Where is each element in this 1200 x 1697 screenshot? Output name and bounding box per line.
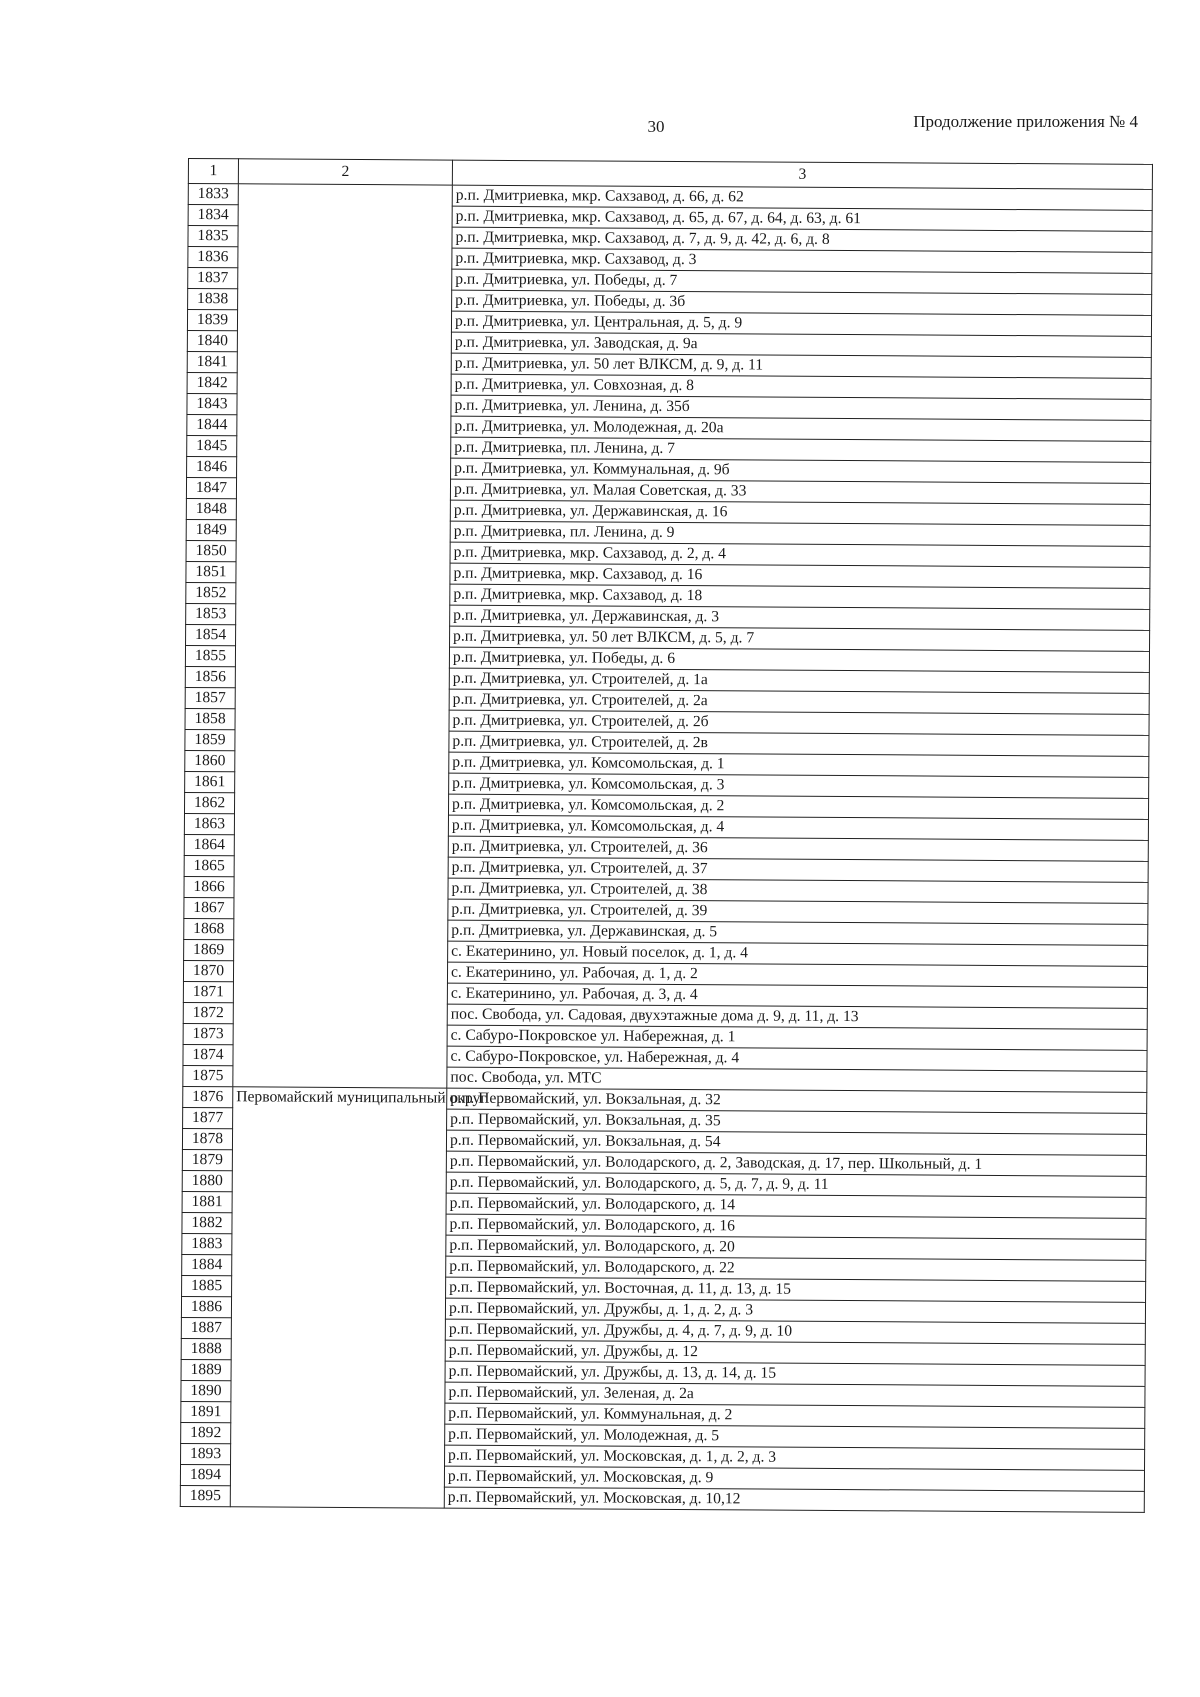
row-number: 1892 bbox=[181, 1422, 231, 1443]
address-cell: р.п. Первомайский, ул. Володарского, д. 14 bbox=[446, 1193, 1146, 1218]
row-number: 1861 bbox=[185, 771, 235, 792]
address-cell: р.п. Дмитриевка, мкр. Сахзавод, д. 66, д. 62 bbox=[452, 185, 1152, 210]
row-number: 1866 bbox=[184, 876, 234, 897]
row-number: 1884 bbox=[182, 1254, 232, 1275]
address-cell: р.п. Первомайский, ул. Дружбы, д. 4, д. 7, д. 9, д. 10 bbox=[445, 1319, 1145, 1344]
row-number: 1895 bbox=[180, 1485, 230, 1506]
row-number: 1891 bbox=[181, 1401, 231, 1422]
row-number: 1879 bbox=[182, 1149, 232, 1170]
row-number: 1874 bbox=[183, 1044, 233, 1065]
row-number: 1883 bbox=[182, 1233, 232, 1254]
row-number: 1846 bbox=[187, 456, 237, 477]
address-cell: р.п. Дмитриевка, ул. Строителей, д. 37 bbox=[448, 857, 1148, 882]
row-number: 1857 bbox=[185, 687, 235, 708]
row-number: 1849 bbox=[186, 519, 236, 540]
address-cell: р.п. Дмитриевка, ул. Малая Советская, д. 33 bbox=[450, 479, 1150, 504]
address-cell: р.п. Первомайский, ул. Молодежная, д. 5 bbox=[445, 1424, 1145, 1449]
address-cell: с. Сабуро-Покровское ул. Набережная, д. 1 bbox=[447, 1025, 1147, 1050]
address-cell: р.п. Первомайский, ул. Зеленая, д. 2а bbox=[445, 1382, 1145, 1407]
appendix-continuation-note: Продолжение приложения № 4 bbox=[913, 112, 1138, 131]
row-number: 1847 bbox=[186, 477, 236, 498]
row-number: 1881 bbox=[182, 1191, 232, 1212]
row-number: 1867 bbox=[184, 897, 234, 918]
row-number: 1871 bbox=[183, 981, 233, 1002]
address-cell: р.п. Дмитриевка, мкр. Сахзавод, д. 65, д. 67, д. 64, д. 63, д. 61 bbox=[452, 206, 1152, 231]
row-number: 1852 bbox=[186, 582, 236, 603]
address-cell: р.п. Дмитриевка, ул. Державинская, д. 3 bbox=[450, 605, 1150, 630]
address-cell: р.п. Дмитриевка, ул. Строителей, д. 2а bbox=[449, 689, 1149, 714]
address-cell: р.п. Первомайский, ул. Дружбы, д. 12 bbox=[445, 1340, 1145, 1365]
row-number: 1869 bbox=[184, 939, 234, 960]
address-cell: р.п. Первомайский, ул. Московская, д. 1, д. 2, д. 3 bbox=[445, 1445, 1145, 1470]
address-cell: р.п. Первомайский, ул. Московская, д. 9 bbox=[444, 1466, 1144, 1491]
address-cell: р.п. Дмитриевка, ул. 50 лет ВЛКСМ, д. 5, д. 7 bbox=[450, 626, 1150, 651]
address-cell: р.п. Дмитриевка, ул. Державинская, д. 16 bbox=[450, 500, 1150, 525]
address-cell: р.п. Первомайский, ул. Московская, д. 10,12 bbox=[444, 1487, 1144, 1512]
address-cell: р.п. Дмитриевка, ул. Победы, д. 7 bbox=[452, 269, 1152, 294]
row-number: 1888 bbox=[181, 1338, 231, 1359]
address-cell: р.п. Дмитриевка, ул. 50 лет ВЛКСМ, д. 9, д. 11 bbox=[451, 353, 1151, 378]
row-number: 1872 bbox=[183, 1002, 233, 1023]
address-cell: р.п. Дмитриевка, ул. Центральная, д. 5, д. 9 bbox=[451, 311, 1151, 336]
address-cell: р.п. Дмитриевка, ул. Победы, д. 3б bbox=[452, 290, 1152, 315]
row-number: 1834 bbox=[188, 205, 238, 226]
row-number: 1851 bbox=[186, 561, 236, 582]
address-cell: р.п. Первомайский, ул. Володарского, д. 20 bbox=[446, 1235, 1146, 1260]
address-cell: р.п. Первомайский, ул. Дружбы, д. 13, д. 14, д. 15 bbox=[445, 1361, 1145, 1386]
row-number: 1876 bbox=[183, 1086, 233, 1107]
row-number: 1862 bbox=[184, 792, 234, 813]
row-number: 1856 bbox=[185, 666, 235, 687]
row-number: 1837 bbox=[188, 268, 238, 289]
row-number: 1877 bbox=[183, 1107, 233, 1128]
row-number: 1835 bbox=[188, 226, 238, 247]
address-cell: р.п. Дмитриевка, ул. Строителей, д. 2в bbox=[449, 731, 1149, 756]
row-number: 1841 bbox=[187, 351, 237, 372]
address-cell: р.п. Первомайский, ул. Володарского, д. 2, Заводская, д. 17, пер. Школьный, д. 1 bbox=[446, 1151, 1146, 1176]
row-number: 1863 bbox=[184, 813, 234, 834]
row-number: 1850 bbox=[186, 540, 236, 561]
address-cell: р.п. Первомайский, ул. Коммунальная, д. 2 bbox=[445, 1403, 1145, 1428]
row-number: 1833 bbox=[188, 184, 238, 205]
address-cell: р.п. Дмитриевка, мкр. Сахзавод, д. 7, д. 9, д. 42, д. 6, д. 8 bbox=[452, 227, 1152, 252]
row-number: 1865 bbox=[184, 855, 234, 876]
address-cell: р.п. Дмитриевка, ул. Строителей, д. 1а bbox=[449, 668, 1149, 693]
row-number: 1887 bbox=[181, 1317, 231, 1338]
address-cell: р.п. Дмитриевка, ул. Комсомольская, д. 4 bbox=[448, 815, 1148, 840]
address-cell: пос. Свобода, ул. Садовая, двухэтажные дома д. 9, д. 11, д. 13 bbox=[447, 1004, 1147, 1029]
address-cell: р.п. Дмитриевка, ул. Строителей, д. 36 bbox=[448, 836, 1148, 861]
table-row bbox=[183, 1086, 1147, 1113]
address-cell: р.п. Дмитриевка, пл. Ленина, д. 7 bbox=[451, 437, 1151, 462]
address-cell: р.п. Дмитриевка, ул. Комсомольская, д. 2 bbox=[448, 794, 1148, 819]
table-body bbox=[180, 184, 1152, 1513]
row-number: 1875 bbox=[183, 1065, 233, 1086]
row-number: 1843 bbox=[187, 393, 237, 414]
row-number: 1873 bbox=[183, 1023, 233, 1044]
row-number: 1859 bbox=[185, 729, 235, 750]
address-cell: р.п. Дмитриевка, ул. Победы, д. 6 bbox=[449, 647, 1149, 672]
address-cell: р.п. Дмитриевка, пл. Ленина, д. 9 bbox=[450, 521, 1150, 546]
address-cell: с. Екатеринино, ул. Рабочая, д. 3, д. 4 bbox=[447, 983, 1147, 1008]
address-cell: р.п. Первомайский, ул. Володарского, д. 16 bbox=[446, 1214, 1146, 1239]
address-cell: с. Сабуро-Покровское, ул. Набережная, д. 4 bbox=[447, 1046, 1147, 1071]
address-cell: р.п. Первомайский, ул. Восточная, д. 11, д. 13, д. 15 bbox=[446, 1277, 1146, 1302]
column-header-district: 2 bbox=[238, 159, 452, 185]
row-number: 1842 bbox=[187, 372, 237, 393]
address-cell: с. Екатеринино, ул. Новый поселок, д. 1, д. 4 bbox=[448, 941, 1148, 966]
row-number: 1882 bbox=[182, 1212, 232, 1233]
row-number: 1838 bbox=[188, 289, 238, 310]
row-number: 1870 bbox=[183, 960, 233, 981]
district-cell bbox=[233, 184, 453, 1088]
table-row bbox=[188, 184, 1152, 211]
address-cell: р.п. Дмитриевка, ул. Совхозная, д. 8 bbox=[451, 374, 1151, 399]
row-number: 1889 bbox=[181, 1359, 231, 1380]
address-cell: пос. Свобода, ул. МТС bbox=[447, 1067, 1147, 1092]
column-header-number: 1 bbox=[188, 159, 238, 184]
address-cell: р.п. Первомайский, ул. Володарского, д. 22 bbox=[446, 1256, 1146, 1281]
address-cell: р.п. Дмитриевка, мкр. Сахзавод, д. 18 bbox=[450, 584, 1150, 609]
address-cell: р.п. Первомайский, ул. Володарского, д. 5, д. 7, д. 9, д. 11 bbox=[446, 1172, 1146, 1197]
row-number: 1840 bbox=[187, 330, 237, 351]
address-cell: р.п. Дмитриевка, ул. Комсомольская, д. 1 bbox=[449, 752, 1149, 777]
address-cell: р.п. Дмитриевка, мкр. Сахзавод, д. 2, д. 4 bbox=[450, 542, 1150, 567]
address-cell: р.п. Дмитриевка, ул. Ленина, д. 35б bbox=[451, 395, 1151, 420]
address-table bbox=[180, 158, 1153, 1513]
row-number: 1853 bbox=[186, 603, 236, 624]
row-number: 1836 bbox=[188, 247, 238, 268]
address-cell: р.п. Первомайский, ул. Вокзальная, д. 32 bbox=[447, 1088, 1147, 1113]
address-cell: р.п. Дмитриевка, мкр. Сахзавод, д. 16 bbox=[450, 563, 1150, 588]
district-cell: Первомайский муниципальный округ bbox=[230, 1087, 447, 1508]
address-cell: р.п. Дмитриевка, ул. Державинская, д. 5 bbox=[448, 920, 1148, 945]
row-number: 1858 bbox=[185, 708, 235, 729]
page-number: 30 bbox=[647, 117, 665, 136]
row-number: 1878 bbox=[182, 1128, 232, 1149]
row-number: 1885 bbox=[182, 1275, 232, 1296]
address-cell: р.п. Дмитриевка, мкр. Сахзавод, д. 3 bbox=[452, 248, 1152, 273]
row-number: 1848 bbox=[186, 498, 236, 519]
address-cell: р.п. Дмитриевка, ул. Коммунальная, д. 9б bbox=[451, 458, 1151, 483]
row-number: 1839 bbox=[187, 310, 237, 331]
row-number: 1890 bbox=[181, 1380, 231, 1401]
address-cell: р.п. Дмитриевка, ул. Строителей, д. 39 bbox=[448, 899, 1148, 924]
address-cell: р.п. Дмитриевка, ул. Строителей, д. 38 bbox=[448, 878, 1148, 903]
row-number: 1868 bbox=[184, 918, 234, 939]
address-cell: р.п. Первомайский, ул. Дружбы, д. 1, д. 2, д. 3 bbox=[445, 1298, 1145, 1323]
row-number: 1894 bbox=[180, 1464, 230, 1485]
row-number: 1864 bbox=[184, 834, 234, 855]
row-number: 1855 bbox=[185, 645, 235, 666]
address-cell: р.п. Первомайский, ул. Вокзальная, д. 54 bbox=[446, 1130, 1146, 1155]
column-header-address: 3 bbox=[452, 160, 1152, 189]
address-cell: р.п. Дмитриевка, ул. Строителей, д. 2б bbox=[449, 710, 1149, 735]
address-cell: р.п. Первомайский, ул. Вокзальная, д. 35 bbox=[447, 1109, 1147, 1134]
row-number: 1893 bbox=[181, 1443, 231, 1464]
row-number: 1854 bbox=[186, 624, 236, 645]
row-number: 1845 bbox=[187, 435, 237, 456]
address-cell: р.п. Дмитриевка, ул. Заводская, д. 9а bbox=[451, 332, 1151, 357]
address-cell: р.п. Дмитриевка, ул. Комсомольская, д. 3 bbox=[449, 773, 1149, 798]
row-number: 1886 bbox=[181, 1296, 231, 1317]
row-number: 1880 bbox=[182, 1170, 232, 1191]
row-number: 1844 bbox=[187, 414, 237, 435]
address-cell: с. Екатеринино, ул. Рабочая, д. 1, д. 2 bbox=[447, 962, 1147, 987]
address-cell: р.п. Дмитриевка, ул. Молодежная, д. 20а bbox=[451, 416, 1151, 441]
row-number: 1860 bbox=[185, 750, 235, 771]
